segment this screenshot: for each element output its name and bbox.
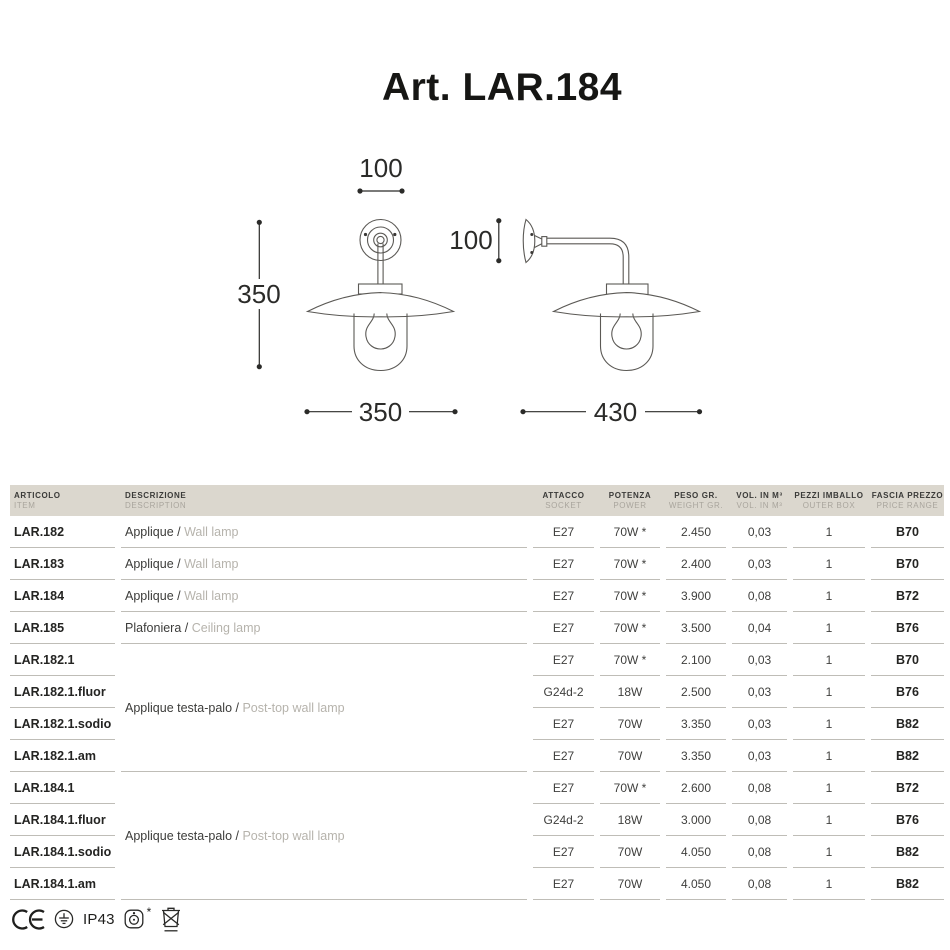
item-code-cell: LAR.184 <box>10 580 115 612</box>
power-cell: 70W * <box>600 644 660 676</box>
socket-cell: E27 <box>533 836 594 868</box>
spec-table <box>10 485 944 900</box>
pieces-cell: 1 <box>793 644 865 676</box>
volume-cell: 0,03 <box>732 516 787 548</box>
price-cell: B70 <box>871 548 944 580</box>
price-cell: B76 <box>871 676 944 708</box>
item-code-cell: LAR.184.1.sodio <box>10 836 115 868</box>
price-cell: B76 <box>871 804 944 836</box>
front-dim-bottom: 350 <box>358 397 403 427</box>
header-volume: VOL. IN M³ VOL. IN M³ <box>736 490 783 510</box>
weee-bin-icon <box>160 904 182 934</box>
volume-cell: 0,03 <box>732 676 787 708</box>
power-cell: 70W <box>600 708 660 740</box>
power-cell: 70W <box>600 740 660 772</box>
table-body <box>10 516 944 900</box>
volume-cell: 0,03 <box>732 644 787 676</box>
socket-cell: E27 <box>533 772 594 804</box>
pieces-cell: 1 <box>793 740 865 772</box>
certification-footer <box>11 906 182 932</box>
side-dim-plate: 100 <box>449 225 493 255</box>
socket-cell: E27 <box>533 516 594 548</box>
header-attacco: ATTACCO SOCKET <box>542 490 585 510</box>
price-cell: B82 <box>871 740 944 772</box>
price-cell: B72 <box>871 772 944 804</box>
socket-cell: E27 <box>533 548 594 580</box>
volume-cell: 0,08 <box>732 868 787 900</box>
page-title: Art. LAR.184 <box>381 66 623 109</box>
volume-cell: 0,03 <box>732 740 787 772</box>
socket-cell: E27 <box>533 708 594 740</box>
header-articolo: ARTICOLO ITEM <box>14 490 61 510</box>
price-cell: B70 <box>871 516 944 548</box>
price-cell: B82 <box>871 708 944 740</box>
pieces-cell: 1 <box>793 580 865 612</box>
description-cell: Applique / Wall lamp <box>121 548 527 580</box>
weight-cell: 2.100 <box>666 644 726 676</box>
item-code-cell: LAR.182.1.sodio <box>10 708 115 740</box>
front-dim-height: 350 <box>237 279 281 309</box>
side-dim-depth: 430 <box>593 397 638 427</box>
weight-cell: 2.500 <box>666 676 726 708</box>
header-fascia: FASCIA PREZZO PRICE RANGE <box>871 490 944 510</box>
power-cell: 18W <box>600 676 660 708</box>
socket-cell: E27 <box>533 740 594 772</box>
header-potenza: POTENZA POWER <box>608 490 652 510</box>
side-view-drawing <box>449 218 702 427</box>
description-cell-merged: Applique testa-palo / Post-top wall lamp <box>121 772 527 900</box>
item-code-cell: LAR.185 <box>10 612 115 644</box>
weight-cell: 3.500 <box>666 612 726 644</box>
pieces-cell: 1 <box>793 836 865 868</box>
item-code-cell: LAR.184.1.fluor <box>10 804 115 836</box>
ip-rating-label: IP43 <box>83 910 115 928</box>
power-cell: 70W * <box>600 548 660 580</box>
pieces-cell: 1 <box>793 772 865 804</box>
price-cell: B70 <box>871 644 944 676</box>
technical-drawing <box>0 0 950 470</box>
volume-cell: 0,08 <box>732 804 787 836</box>
weight-cell: 3.900 <box>666 580 726 612</box>
socket-cell: E27 <box>533 644 594 676</box>
pieces-cell: 1 <box>793 548 865 580</box>
power-cell: 70W * <box>600 516 660 548</box>
protective-earth-icon <box>54 909 74 929</box>
item-code-cell: LAR.184.1.am <box>10 868 115 900</box>
volume-cell: 0,08 <box>732 580 787 612</box>
pieces-cell: 1 <box>793 516 865 548</box>
weight-cell: 3.000 <box>666 804 726 836</box>
pieces-cell: 1 <box>793 612 865 644</box>
description-cell: Plafoniera / Ceiling lamp <box>121 612 527 644</box>
price-cell: B82 <box>871 836 944 868</box>
weight-cell: 3.350 <box>666 708 726 740</box>
item-code-cell: LAR.182.1.fluor <box>10 676 115 708</box>
price-cell: B72 <box>871 580 944 612</box>
pieces-cell: 1 <box>793 676 865 708</box>
front-dim-top: 100 <box>359 153 403 183</box>
pieces-cell: 1 <box>793 868 865 900</box>
description-cell: Applique / Wall lamp <box>121 580 527 612</box>
weight-cell: 2.450 <box>666 516 726 548</box>
ce-mark-icon <box>11 909 45 930</box>
price-cell: B76 <box>871 612 944 644</box>
pieces-cell: 1 <box>793 708 865 740</box>
description-cell: Applique / Wall lamp <box>121 516 527 548</box>
power-cell: 70W <box>600 868 660 900</box>
item-code-cell: LAR.182.1.am <box>10 740 115 772</box>
volume-cell: 0,08 <box>732 772 787 804</box>
item-code-cell: LAR.182.1 <box>10 644 115 676</box>
socket-cell: E27 <box>533 580 594 612</box>
weight-cell: 3.350 <box>666 740 726 772</box>
weight-cell: 2.600 <box>666 772 726 804</box>
weight-cell: 2.400 <box>666 548 726 580</box>
item-code-cell: LAR.183 <box>10 548 115 580</box>
item-code-cell: LAR.184.1 <box>10 772 115 804</box>
socket-cell: G24d-2 <box>533 804 594 836</box>
header-descrizione: DESCRIZIONE DESCRIPTION <box>125 490 187 510</box>
power-cell: 70W <box>600 836 660 868</box>
power-cell: 18W <box>600 804 660 836</box>
volume-cell: 0,04 <box>732 612 787 644</box>
flammable-surface-icon <box>124 909 144 929</box>
price-cell: B82 <box>871 868 944 900</box>
footnote-asterisk: * <box>146 905 152 919</box>
power-cell: 70W * <box>600 612 660 644</box>
weight-cell: 4.050 <box>666 836 726 868</box>
power-cell: 70W * <box>600 772 660 804</box>
socket-cell: E27 <box>533 868 594 900</box>
socket-cell: G24d-2 <box>533 676 594 708</box>
description-cell-merged: Applique testa-palo / Post-top wall lamp <box>121 644 527 772</box>
volume-cell: 0,03 <box>732 548 787 580</box>
front-view-drawing <box>237 153 457 427</box>
weight-cell: 4.050 <box>666 868 726 900</box>
item-code-cell: LAR.182 <box>10 516 115 548</box>
volume-cell: 0,03 <box>732 708 787 740</box>
socket-cell: E27 <box>533 612 594 644</box>
table-header-row <box>10 485 944 516</box>
header-pezzi: PEZZI IMBALLO OUTER BOX <box>794 490 864 510</box>
power-cell: 70W * <box>600 580 660 612</box>
volume-cell: 0,08 <box>732 836 787 868</box>
pieces-cell: 1 <box>793 804 865 836</box>
header-peso: PESO GR. WEIGHT GR. <box>668 490 724 510</box>
